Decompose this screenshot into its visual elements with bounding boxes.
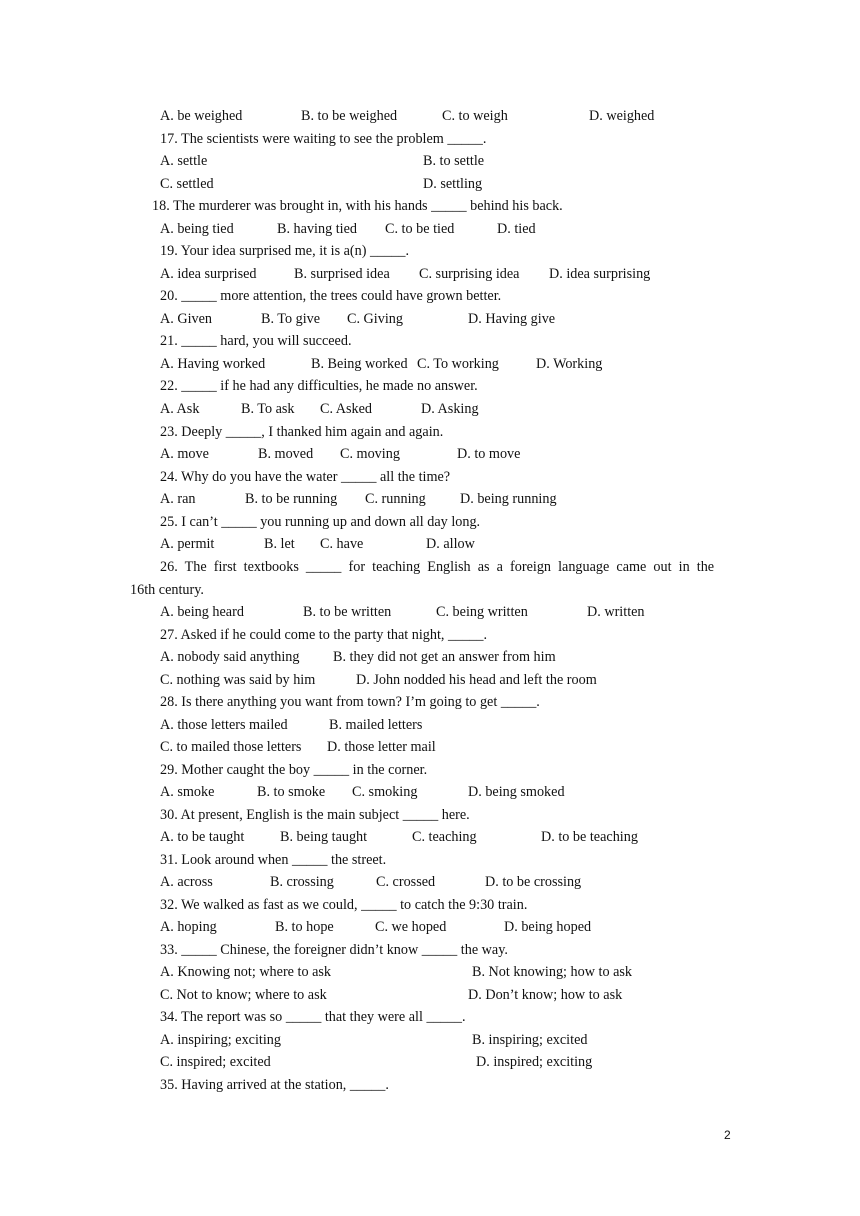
q26-option-c: C. being written — [436, 604, 528, 620]
q25-option-d: D. allow — [426, 536, 475, 552]
q19-option-c: C. surprising idea — [419, 266, 520, 282]
q18-option-d: D. tied — [497, 221, 536, 237]
q28-stem: 28. Is there anything you want from town? I’m going to get _____. — [160, 694, 540, 710]
q16-option-b: B. to be weighed — [301, 108, 398, 124]
q24-option-b: B. to be running — [245, 491, 338, 507]
q33-option-c: C. Not to know; where to ask — [160, 987, 327, 1003]
q31-option-d: D. to be crossing — [485, 874, 582, 890]
q17-option-b: B. to settle — [423, 153, 485, 169]
q25-option-a: A. permit — [160, 536, 215, 552]
q28-option-b: B. mailed letters — [329, 717, 423, 733]
q27-option-b: B. they did not get an answer from him — [333, 649, 556, 665]
q18-stem: 18. The murderer was brought in, with his hands _____ behind his back. — [152, 198, 563, 214]
q18-option-b: B. having tied — [277, 221, 357, 237]
q22-option-b: B. To ask — [241, 401, 295, 417]
q31-option-a: A. across — [160, 874, 213, 890]
q34-option-c: C. inspired; excited — [160, 1054, 271, 1070]
q24-option-a: A. ran — [160, 491, 196, 507]
q18-option-c: C. to be tied — [385, 221, 455, 237]
q19-option-a: A. idea surprised — [160, 266, 257, 282]
q22-option-c: C. Asked — [320, 401, 373, 417]
q17-option-a: A. settle — [160, 153, 208, 169]
q30-option-a: A. to be taught — [160, 829, 245, 845]
q33-option-b: B. Not knowing; how to ask — [472, 964, 633, 980]
q31-stem: 31. Look around when _____ the street. — [160, 852, 387, 868]
q18-option-a: A. being tied — [160, 221, 234, 237]
q17-option-c: C. settled — [160, 176, 214, 192]
q23-option-c: C. moving — [340, 446, 400, 462]
q29-option-b: B. to smoke — [257, 784, 326, 800]
q21-stem: 21. _____ hard, you will succeed. — [160, 333, 352, 349]
q23-stem: 23. Deeply _____, I thanked him again and again. — [160, 424, 444, 440]
q20-option-b: B. To give — [261, 311, 321, 327]
q26-option-a: A. being heard — [160, 604, 244, 620]
q20-stem: 20. _____ more attention, the trees could have grown better. — [160, 288, 502, 304]
q28-option-a: A. those letters mailed — [160, 717, 288, 733]
q22-stem: 22. _____ if he had any difficulties, he made no answer. — [160, 378, 478, 394]
q34-option-a: A. inspiring; exciting — [160, 1032, 281, 1048]
q34-stem: 34. The report was so _____ that they were all _____. — [160, 1009, 466, 1025]
q27-option-c: C. nothing was said by him — [160, 672, 316, 688]
q21-option-c: C. To working — [417, 356, 499, 372]
q22-option-a: A. Ask — [160, 401, 200, 417]
q19-option-b: B. surprised idea — [294, 266, 390, 282]
q20-option-d: D. Having give — [468, 311, 556, 327]
q22-option-d: D. Asking — [421, 401, 479, 417]
q24-stem: 24. Why do you have the water _____ all the time? — [160, 469, 451, 485]
q21-option-a: A. Having worked — [160, 356, 266, 372]
q29-option-d: D. being smoked — [468, 784, 565, 800]
q29-stem: 29. Mother caught the boy _____ in the corner. — [160, 762, 428, 778]
q31-option-c: C. crossed — [376, 874, 436, 890]
q19-stem: 19. Your idea surprised me, it is a(n) _____. — [160, 243, 410, 259]
q28-option-c: C. to mailed those letters — [160, 739, 302, 755]
q30-option-d: D. to be teaching — [541, 829, 638, 845]
q30-option-c: C. teaching — [412, 829, 477, 845]
q27-option-d: D. John nodded his head and left the room — [356, 672, 597, 688]
q25-option-b: B. let — [264, 536, 295, 552]
page-number: 2 — [724, 1128, 731, 1142]
q26-stem-line1: 26. The first textbooks _____ for teaching English as a foreign language came out in the — [160, 559, 715, 575]
q20-option-a: A. Given — [160, 311, 213, 327]
q33-option-a: A. Knowing not; where to ask — [160, 964, 332, 980]
q27-option-a: A. nobody said anything — [160, 649, 300, 665]
q24-option-c: C. running — [365, 491, 426, 507]
q30-option-b: B. being taught — [280, 829, 368, 845]
q29-option-c: C. smoking — [352, 784, 418, 800]
q17-stem: 17. The scientists were waiting to see the problem _____. — [160, 131, 487, 147]
q16-option-c: C. to weigh — [442, 108, 508, 124]
q32-option-c: C. we hoped — [375, 919, 447, 935]
q17-option-d: D. settling — [423, 176, 483, 192]
q26-stem-line2: 16th century. — [130, 582, 204, 598]
q29-option-a: A. smoke — [160, 784, 215, 800]
q33-option-d: D. Don’t know; how to ask — [468, 987, 623, 1003]
q35-stem: 35. Having arrived at the station, _____. — [160, 1077, 389, 1093]
q16-option-a: A. be weighed — [160, 108, 243, 124]
q34-option-b: B. inspiring; excited — [472, 1032, 588, 1048]
q25-option-c: C. have — [320, 536, 364, 552]
q16-option-d: D. weighed — [589, 108, 655, 124]
q32-option-d: D. being hoped — [504, 919, 592, 935]
q33-stem: 33. _____ Chinese, the foreigner didn’t know _____ the way. — [160, 942, 508, 958]
q23-option-b: B. moved — [258, 446, 314, 462]
q27-stem: 27. Asked if he could come to the party that night, _____. — [160, 627, 488, 643]
q20-option-c: C. Giving — [347, 311, 403, 327]
q32-stem: 32. We walked as fast as we could, _____ to catch the 9:30 train. — [160, 897, 528, 913]
q26-option-d: D. written — [587, 604, 645, 620]
q23-option-d: D. to move — [457, 446, 521, 462]
q25-stem: 25. I can’t _____ you running up and down all day long. — [160, 514, 481, 530]
q21-option-d: D. Working — [536, 356, 603, 372]
q32-option-a: A. hoping — [160, 919, 217, 935]
q26-option-b: B. to be written — [303, 604, 392, 620]
q24-option-d: D. being running — [460, 491, 557, 507]
q23-option-a: A. move — [160, 446, 209, 462]
q30-stem: 30. At present, English is the main subject _____ here. — [160, 807, 470, 823]
q28-option-d: D. those letter mail — [327, 739, 436, 755]
q21-option-b: B. Being worked — [311, 356, 408, 372]
q31-option-b: B. crossing — [270, 874, 334, 890]
q19-option-d: D. idea surprising — [549, 266, 651, 282]
q34-option-d: D. inspired; exciting — [476, 1054, 593, 1070]
q32-option-b: B. to hope — [275, 919, 334, 935]
